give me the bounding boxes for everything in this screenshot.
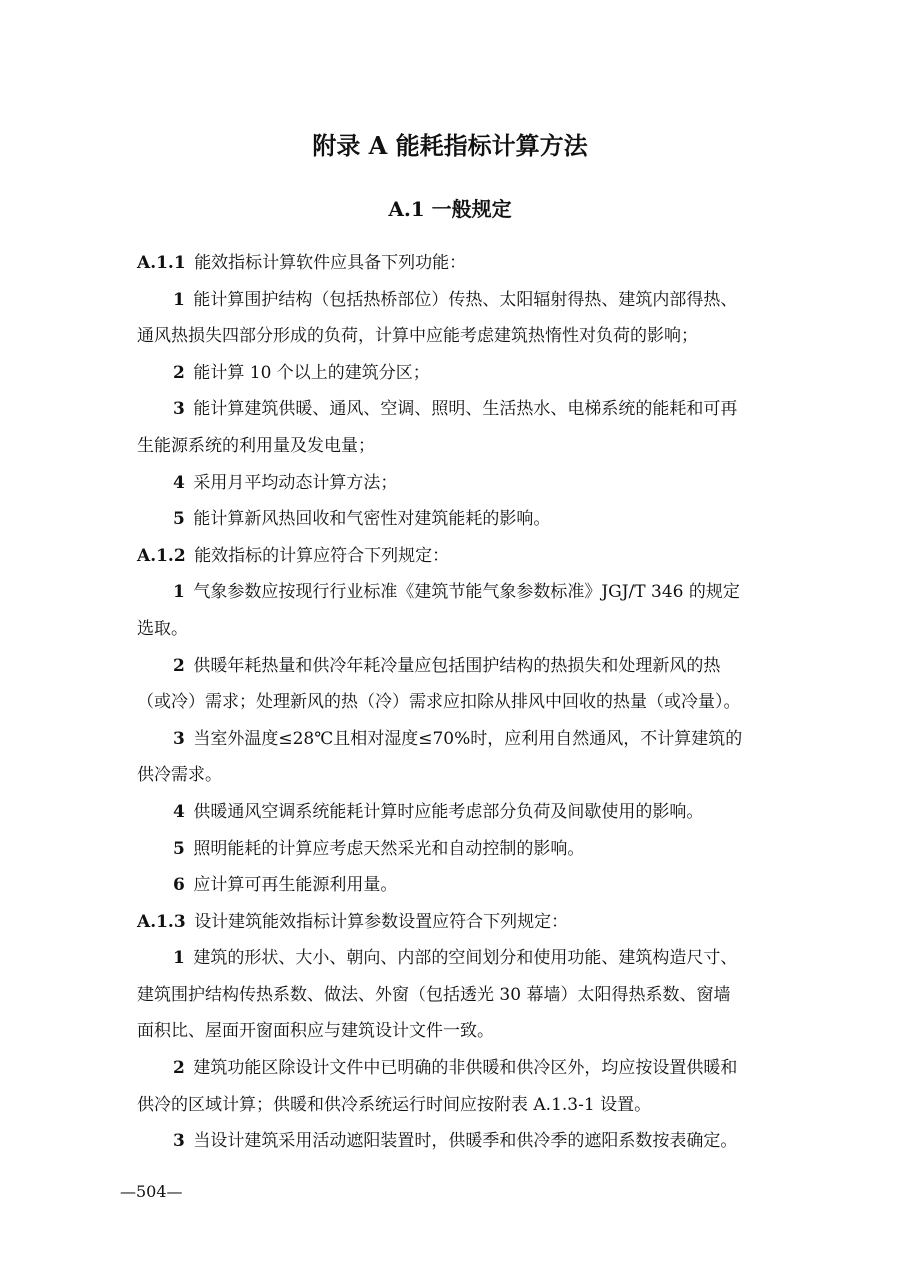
item-number: 2 [173,655,185,676]
item-text: 建筑的形状、大小、朝向、内部的空间划分和使用功能、建筑构造尺寸、 [193,948,738,969]
clause-text: 能效指标的计算应符合下列规定： [194,545,450,566]
list-item [137,867,777,904]
item-text: 生能源系统的利用量及发电量； [137,435,375,456]
list-item [137,465,777,502]
item-text: 选取。 [137,618,188,639]
list-item [137,1123,777,1160]
item-number: 2 [173,362,185,383]
item-text: 能计算 10 个以上的建筑分区； [193,362,430,383]
list-item-continuation [137,1087,777,1124]
item-text: 面积比、屋面开窗面积应与建筑设计文件一致。 [137,1021,494,1042]
item-number: 2 [173,1058,185,1079]
item-number: 4 [173,801,185,822]
clause-text: 设计建筑能效指标计算参数设置应符合下列规定： [194,911,569,932]
clause-number: A.1.1 [137,253,186,273]
list-item [137,501,777,538]
list-item-continuation [137,428,777,465]
item-text: （或冷）需求；处理新风的热（冷）需求应扣除从排风中回收的热量（或冷量）。 [137,692,741,713]
item-text: 通风热损失四部分形成的负荷，计算中应能考虑建筑热惰性对负荷的影响； [137,326,698,347]
item-number: 1 [173,289,185,310]
list-item [137,648,777,685]
page-number: —504— [120,1182,183,1201]
item-text: 照明能耗的计算应考虑天然采光和自动控制的影响。 [193,838,585,859]
clause-number: A.1.3 [137,911,186,932]
item-text: 应计算可再生能源利用量。 [193,875,398,896]
list-item [137,391,777,428]
list-item [137,1050,777,1087]
item-text: 当设计建筑采用活动遮阳装置时，供暖季和供冷季的遮阳系数按表确定。 [193,1131,738,1152]
item-text: 供暖年耗热量和供冷年耗冷量应包括围护结构的热损失和处理新风的热 [193,655,721,676]
item-number: 5 [173,509,185,530]
item-number: 1 [173,948,185,969]
clause-number: A.1.2 [137,545,186,566]
list-item [137,831,777,868]
list-item [137,794,777,831]
list-item [137,574,777,611]
list-item [137,282,777,319]
item-number: 1 [173,582,185,603]
item-number: 3 [173,399,185,420]
item-text: 采用月平均动态计算方法； [193,472,398,493]
item-text: 能计算建筑供暖、通风、空调、照明、生活热水、电梯系统的能耗和可再 [193,399,738,420]
item-text: 供冷需求。 [137,765,222,786]
list-item [137,721,777,758]
item-text: 能计算围护结构（包括热桥部位）传热、太阳辐射得热、建筑内部得热、 [193,289,738,310]
item-number: 3 [173,1131,185,1152]
clause-text: 能效指标计算软件应具备下列功能： [194,253,467,273]
item-text: 建筑功能区除设计文件中已明确的非供暖和供冷区外，均应按设置供暖和 [193,1058,738,1079]
list-item-continuation [137,611,777,648]
clause [137,538,777,575]
list-item-continuation [137,977,777,1014]
item-text: 当室外温度≤28℃且相对湿度≤70%时，应利用自然通风，不计算建筑的 [193,728,743,749]
list-item-continuation [137,318,777,355]
section-heading: A.1 一般规定 [388,197,512,221]
item-text: 供冷的区域计算；供暖和供冷系统运行时间应按附表 A.1.3-1 设置。 [137,1094,652,1115]
document-body [137,245,777,1160]
list-item-continuation [137,1013,777,1050]
clause [137,245,777,282]
item-text: 气象参数应按现行行业标准《建筑节能气象参数标准》JGJ/T 346 的规定 [193,582,740,603]
appendix-title: 附录 A 能耗指标计算方法 [312,131,588,160]
list-item [137,355,777,392]
item-number: 5 [173,838,185,859]
item-number: 3 [173,728,185,749]
item-number: 4 [173,472,185,493]
list-item-continuation [137,757,777,794]
clause [137,904,777,941]
list-item [137,940,777,977]
item-text: 供暖通风空调系统能耗计算时应能考虑部分负荷及间歇使用的影响。 [193,801,704,822]
item-number: 6 [173,875,185,896]
item-text: 建筑围护结构传热系数、做法、外窗（包括透光 30 幕墙）太阳得热系数、窗墙 [137,984,731,1005]
item-text: 能计算新风热回收和气密性对建筑能耗的影响。 [193,509,551,530]
list-item-continuation [137,684,777,721]
